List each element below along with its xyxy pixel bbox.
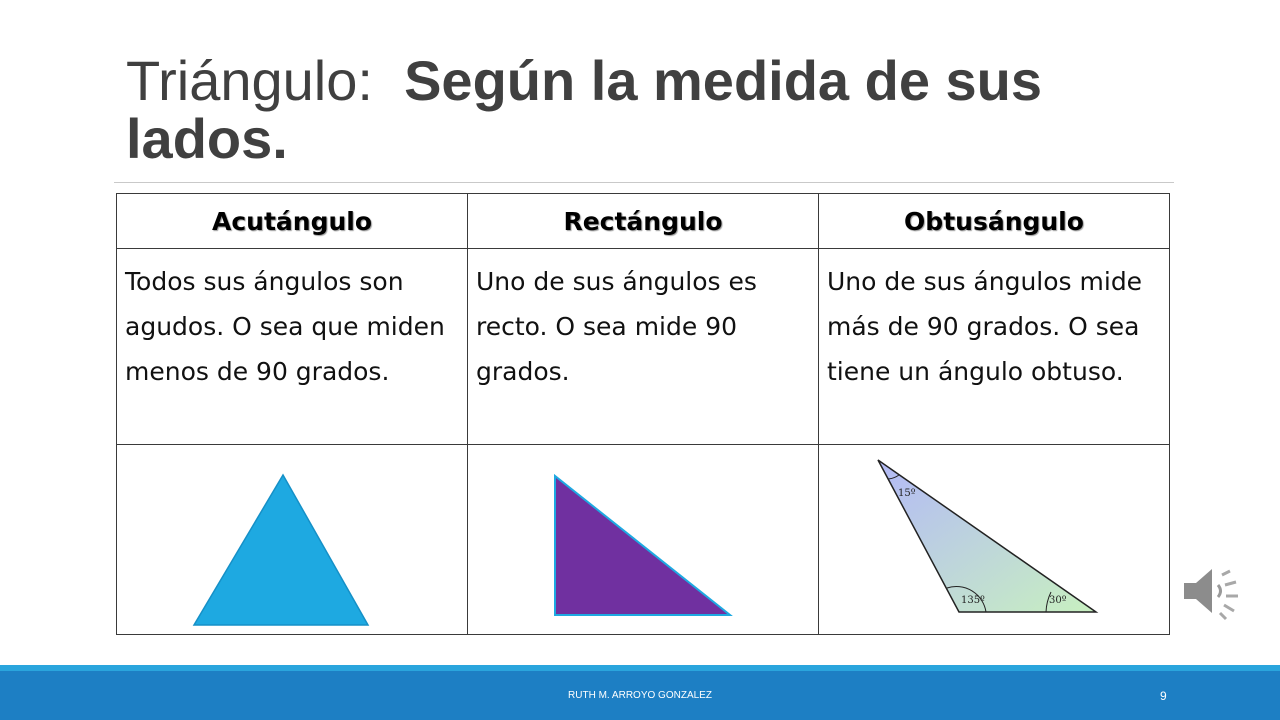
acute-triangle-figure <box>117 445 468 634</box>
footer-author: RUTH M. ARROYO GONZALEZ <box>568 690 712 701</box>
right-triangle-figure <box>468 445 819 634</box>
page-number: 9 <box>1160 689 1167 703</box>
triangle-table <box>116 193 1170 635</box>
right-triangle <box>555 476 730 615</box>
title-prefix: Triángulo: <box>126 49 373 112</box>
angle-label-30: 30º <box>1049 595 1067 606</box>
figure-cell-acutangulo <box>117 445 468 635</box>
figure-cell-obtusangulo <box>819 445 1170 635</box>
acute-triangle <box>194 475 368 625</box>
obtuse-triangle-figure <box>819 445 1170 634</box>
title-bold: Según la medida de sus lados. <box>126 49 1043 170</box>
header-rectangulo: Rectángulo <box>468 194 819 249</box>
header-acutangulo: Acutángulo <box>117 194 468 249</box>
description-rectangulo: Uno de sus ángulos es recto. O sea mide 90 grados. <box>468 249 819 445</box>
figure-row <box>117 445 1170 635</box>
description-obtusangulo: Uno de sus ángulos mide más de 90 grados. O sea tiene un ángulo obtuso. <box>819 249 1170 445</box>
description-acutangulo: Todos sus ángulos son agudos. O sea que miden menos de 90 grados. <box>117 249 468 445</box>
angle-label-15: 15º <box>898 488 916 499</box>
obtuse-triangle <box>878 460 1096 612</box>
figure-cell-rectangulo <box>468 445 819 635</box>
description-row <box>117 249 1170 445</box>
speaker-icon[interactable] <box>1182 563 1244 621</box>
header-obtusangulo: Obtusángulo <box>819 194 1170 249</box>
angle-label-135: 135º <box>961 595 985 606</box>
title-divider <box>114 182 1174 183</box>
slide-title <box>126 49 1166 170</box>
header-row <box>117 194 1170 249</box>
